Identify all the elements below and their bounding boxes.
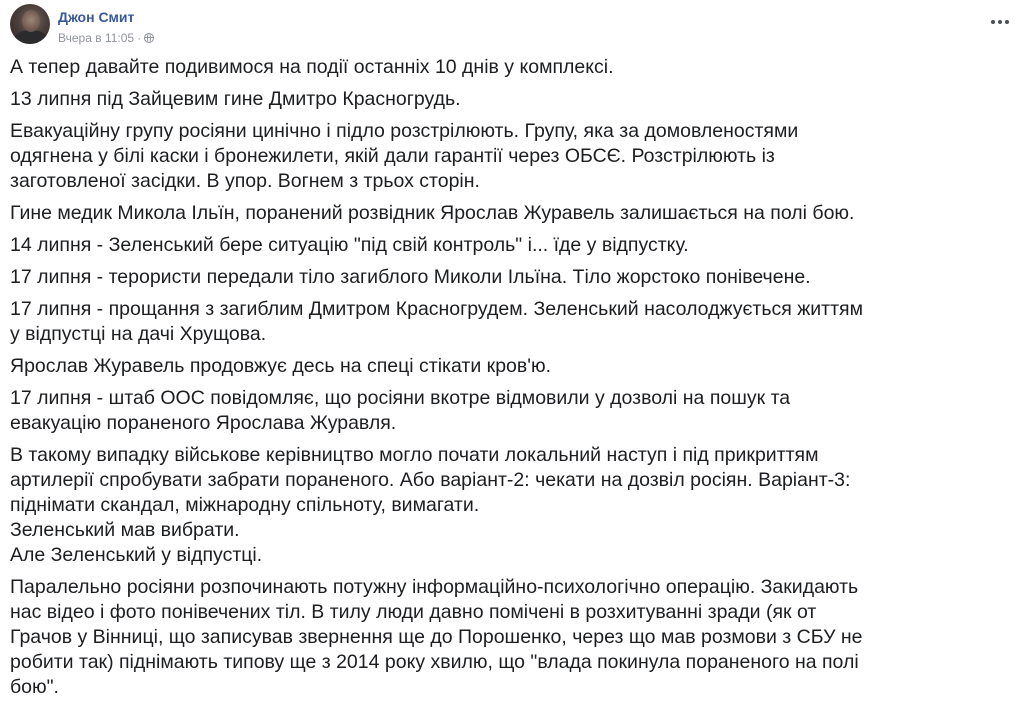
post-paragraph: 17 липня - прощання з загиблим Дмитром Красногрудем. Зеленський насолоджується життям у відпустці на дачі Хрущова. xyxy=(10,298,864,345)
post-meta xyxy=(58,31,154,45)
post-paragraph: Паралельно росіяни розпочинають потужну інформаційно-психологічно операцію. Закидають нас відео і фото понівечених тіл. В тилу люди давно помічені в розхитуванні зради (як от Грачов у Вінниці, що записував звернення ще до Порошенко, через що мав розмови з СБУ не робити так) піднімають типову ще з 2014 року хвилю, що "влада покинула пораненого на полі бою". xyxy=(10,576,863,698)
post-paragraph: В такому випадку військове керівництво могло почати локальний наступ і під прикриттям артилерії спробувати забрати пораненого. Або варіант-2: чекати на дозвіл росіян. Варіант-3: піднімати скандал, міжнародну спільноту, вимагати. Зеленський мав вибрати. Але Зеленський у відпустці. xyxy=(10,444,851,566)
post-paragraph: Гине медик Микола Ільїн, поранений розвідник Ярослав Журавель залишається на полі бою. xyxy=(10,202,855,224)
more-dot xyxy=(991,20,995,24)
post-paragraph: Ярослав Журавель продовжує десь на спеці стікати кров'ю. xyxy=(10,355,552,377)
avatar-body xyxy=(14,30,48,44)
author-avatar[interactable] xyxy=(10,4,50,44)
post-text xyxy=(10,55,1014,707)
post-paragraph: 17 липня - штаб ООС повідомляє, що росіяни вкотре відмовили у дозволі на пошук та евакуацію пораненого Ярослава Журавля. xyxy=(10,387,791,434)
post-paragraph: 13 липня під Зайцевим гине Дмитро Красногрудь. xyxy=(10,88,461,110)
globe-icon[interactable] xyxy=(144,33,154,43)
more-dot xyxy=(998,20,1002,24)
author-name[interactable]: Джон Смит xyxy=(58,9,135,25)
post-paragraph: 14 липня - Зеленський бере ситуацію "під свій контроль" і... їде у відпустку. xyxy=(10,234,689,256)
more-dot xyxy=(1005,20,1009,24)
meta-separator: · xyxy=(137,31,142,45)
post-header xyxy=(10,4,1014,48)
post-paragraph: А тепер давайте подивимося на події останніх 10 днів у комплексі. xyxy=(10,56,614,78)
post-paragraph: 17 липня - терористи передали тіло загиблого Миколи Ільїна. Тіло жорстоко понівечене. xyxy=(10,266,811,288)
avatar-face xyxy=(22,10,40,32)
post-timestamp[interactable]: Вчера в 11:05 xyxy=(58,31,135,45)
post-paragraph: Евакуаційну групу росіяни цинічно і підло розстрілюють. Групу, яка за домовленостями одягнена у білі каски і бронежилети, якій дали гарантії через ОБСЄ. Розстрілюють із заготовленої засідки. В упор. Вогнем з трьох сторін. xyxy=(10,120,799,192)
more-options-icon[interactable] xyxy=(990,12,1010,32)
